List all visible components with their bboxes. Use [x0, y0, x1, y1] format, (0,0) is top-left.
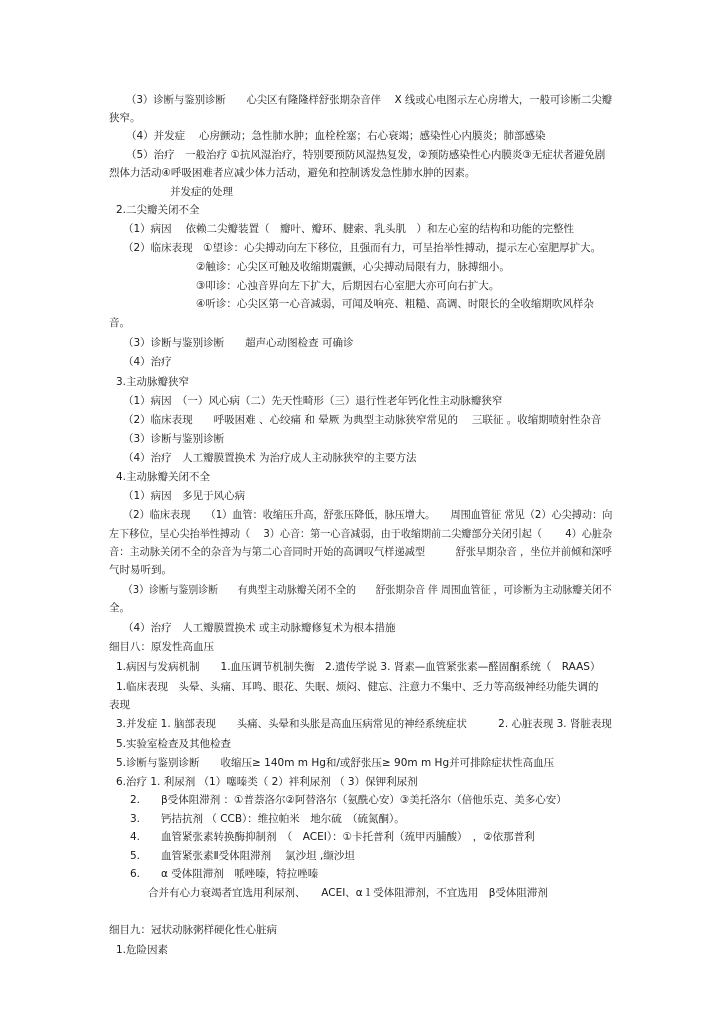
- text-line: （3）诊断与鉴别诊断: [123, 433, 225, 445]
- text-line: （1）病因 （一）风心病（二）先天性畸形（三）退行性老年钙化性主动脉瓣狭窄: [123, 395, 503, 407]
- text-line: （3）诊断与鉴别诊断 心尖区有隆隆样舒张期杂音伴 X 线或心电图示左心房增大，一般可诊断二尖瓣: [126, 94, 613, 106]
- text-line: 4.主动脉瓣关闭不全: [116, 471, 211, 483]
- text-line: 1.病因与发病机制 1.血压调节机制失衡 2.遗传学说 3. 肾素—血管紧张素—醛固酮系统（ RAAS）: [116, 661, 601, 673]
- text-line: 左下移位，呈心尖抬举性搏动（ 3）心音：第一心音减弱，由于收缩期前二尖瓣部分关闭引起（ 4）心脏杂: [109, 528, 613, 540]
- text-line: 表现: [109, 699, 130, 711]
- text-line: 1.危险因素: [116, 944, 169, 956]
- text-line: ②触诊：心尖区可触及收缩期震颤，心尖搏动局限有力，脉搏细小。: [196, 261, 510, 273]
- text-line: 4. 血管紧张素转换酶抑制剂 （ ACEI）：①卡托普利（巯甲丙脯酸） ，②依那普利: [130, 831, 535, 843]
- text-line: 气时易听到。: [109, 564, 172, 576]
- text-line: 6. α 受体阻滞剂 哌唑嗪，特拉唑嗪: [130, 868, 319, 880]
- text-line: 并发症的处理: [170, 186, 233, 198]
- text-line: 2. β受体阻滞剂 ：①普萘洛尔②阿替洛尔（氨酰心安）③美托洛尔（倍他乐克、美多心安）: [130, 794, 567, 806]
- text-line: （4）治疗 人工瓣膜置换术 或主动脉瓣修复术为根本措施: [123, 622, 396, 634]
- text-line: （2）临床表现 呼吸困难 、心绞痛 和 晕厥 为典型主动脉狭窄常见的 三联征 。收缩期喷射性杂音: [123, 414, 602, 426]
- text-line: （5）治疗 一般治疗 ①抗风湿治疗，特别要预防风湿热复发，②预防感染性心内膜炎③无症状者避免剧: [126, 149, 606, 161]
- text-line: 2.二尖瓣关闭不全: [116, 204, 200, 216]
- text-line: 全。: [109, 602, 130, 614]
- text-line: （3）诊断与鉴别诊断 有典型主动脉瓣关闭不全的 舒张期杂音 伴 周围血管征 ，可诊断为主动脉瓣关闭不: [123, 584, 612, 596]
- text-line: 5.诊断与鉴别诊断 收缩压≥ 140m m Hg和/或舒张压≥ 90m m Hg并可排除症状性高血压: [116, 757, 555, 769]
- section-heading: 细目九：冠状动脉粥样硬化性心脏病: [109, 924, 277, 936]
- section-heading: 细目八：原发性高血压: [109, 641, 214, 653]
- text-line: （4）治疗 人工瓣膜置换术 为治疗成人主动脉狭窄的主要方法: [123, 452, 417, 464]
- text-line: 狭窄。: [109, 112, 141, 124]
- text-line: （2）临床表现 ①望诊：心尖搏动向左下移位，且强而有力，可呈抬举性搏动，提示左心室肥厚扩大。: [123, 242, 602, 254]
- text-line: 合并有心力衰竭者宜选用利尿剂、 ACEI、α１受体阻滞剂，不宜选用 β受体阻滞剂: [148, 887, 548, 899]
- text-line: （1）病因 多见于风心病: [123, 490, 246, 502]
- text-line: （2）临床表现 （1）血管：收缩压升高，舒张压降低，脉压增大。 周围血管征 常见（2）心尖搏动：向: [123, 509, 613, 521]
- text-line: ③叩诊：心浊音界向左下扩大，后期因右心室肥大亦可向右扩大。: [196, 280, 500, 292]
- text-line: 烈体力活动④呼吸困难者应减少体力活动，避免和控制诱发急性肺水肿的因素。: [109, 167, 476, 179]
- text-line: （1）病因 依赖二尖瓣装置（ 瓣叶、瓣环、腱索、乳头肌 ）和左心室的结构和功能的完整性: [123, 223, 575, 235]
- text-line: 5. 血管紧张素Ⅱ受体阻滞剂 氯沙坦 ,缬沙坦: [130, 850, 355, 862]
- text-line: 音。: [109, 317, 130, 329]
- text-line: 3.主动脉瓣狭窄: [116, 376, 190, 388]
- text-line: 3. 钙拮抗剂 （ CCB）：维拉帕米 地尔硫 （硫氮酮）。: [130, 813, 405, 825]
- text-line: （4）治疗: [123, 356, 172, 368]
- text-line: 3.并发症 1. 脑部表现 头痛、头晕和头胀是高血压病常见的神经系统症状 2. 心脏表现 3. 肾脏表现: [116, 718, 612, 730]
- text-line: ④听诊：心尖区第一心音减弱，可闻及响亮、粗糙、高调、时限长的全收缩期吹风样杂: [196, 298, 594, 310]
- text-line: 音：主动脉关闭不全的杂音为与第二心音同时开始的高调叹气样递减型 舒张早期杂音 ，坐位并前倾和深呼: [109, 546, 612, 558]
- text-line: 5.实验室检查及其他检查: [116, 738, 232, 750]
- text-line: 6.治疗 1. 利尿剂 （1）噻嗪类（ 2）袢利尿剂 （ 3）保钾利尿剂: [116, 776, 418, 788]
- text-line: 1.临床表现 头晕、头痛、耳鸣、眼花、失眠、烦闷、健忘、注意力不集中、乏力等高级神经功能失调的: [116, 681, 599, 693]
- text-line: （4）并发症 心房颤动；急性肺水肿；血栓栓塞；右心衰竭；感染性心内膜炎；肺部感染: [126, 130, 546, 142]
- text-line: （3）诊断与鉴别诊断 超声心动图检查 可确诊: [123, 337, 354, 349]
